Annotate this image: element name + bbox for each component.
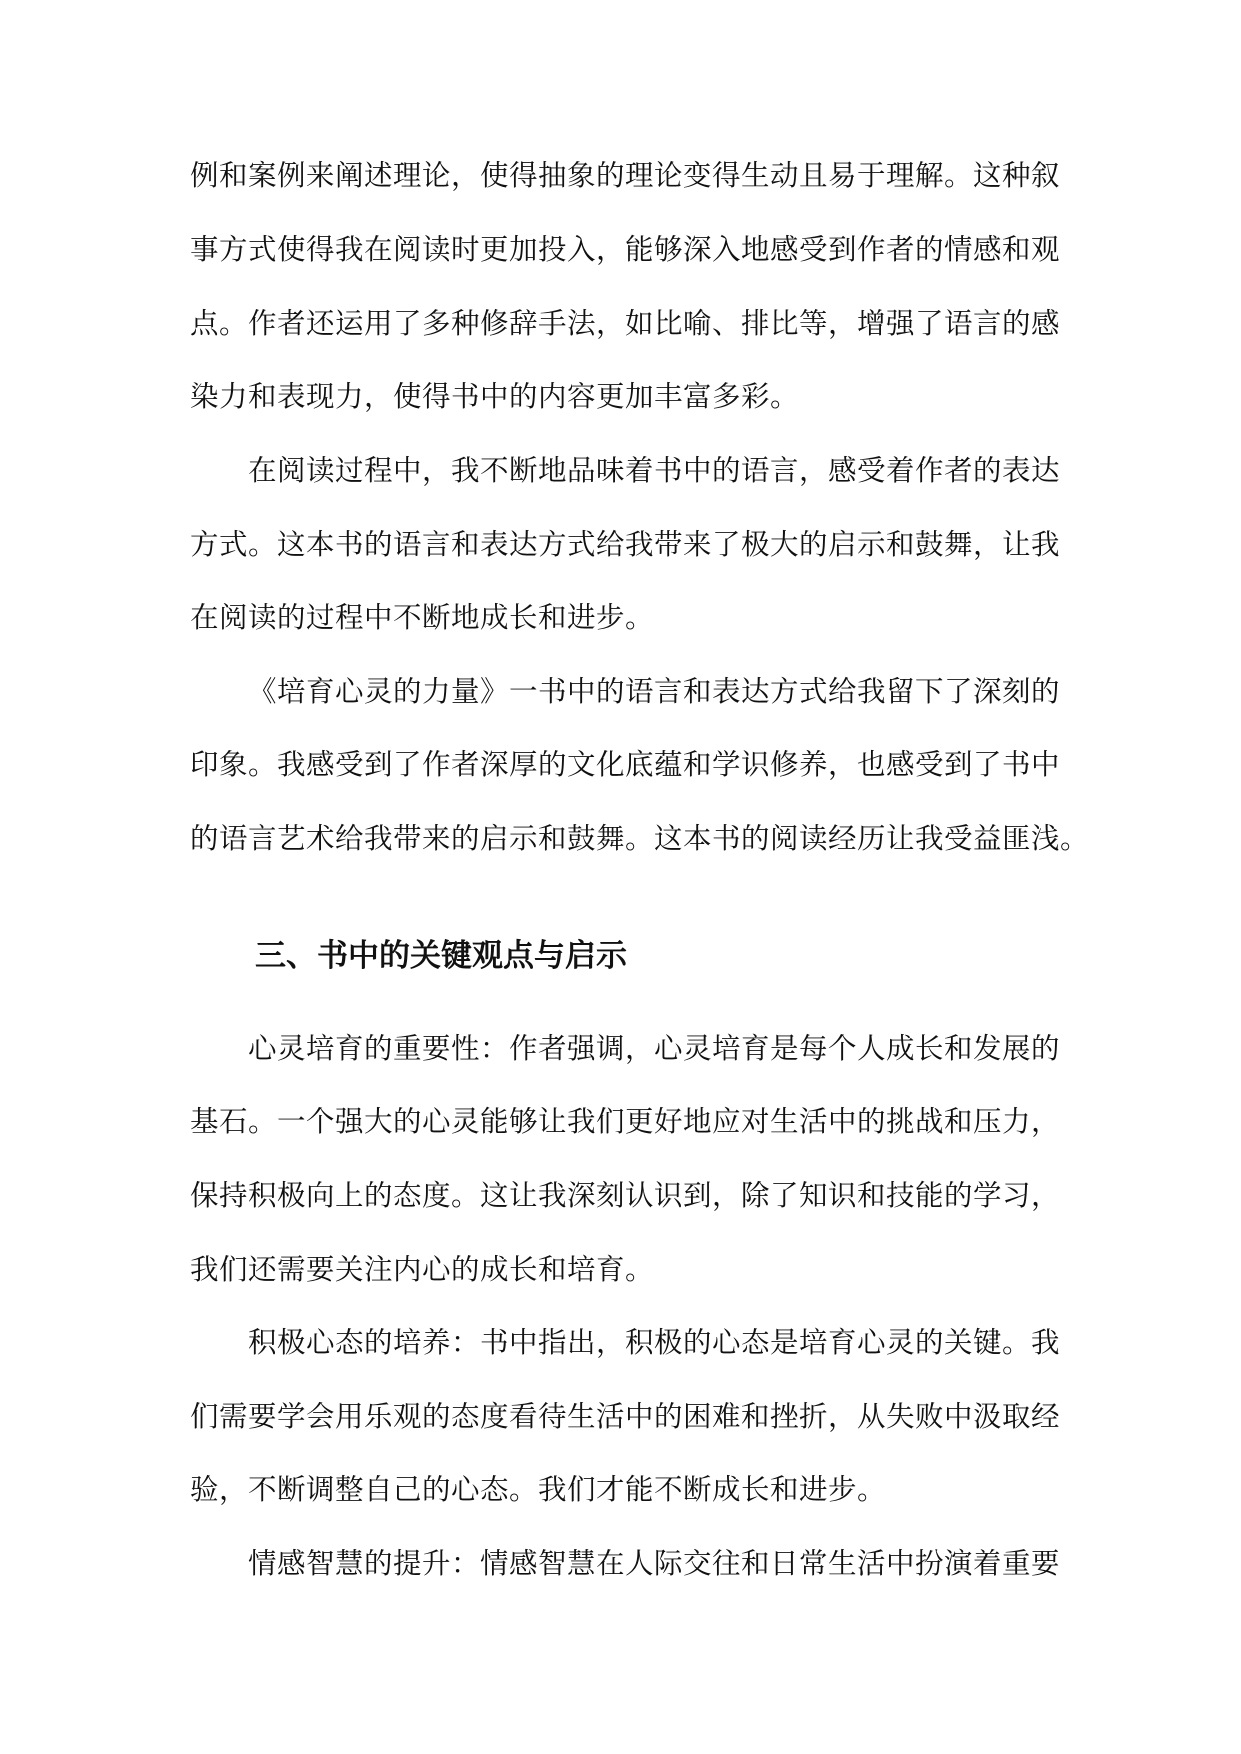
paragraph-line: 在阅读过程中，我不断地品味着书中的语言，感受着作者的表达: [248, 454, 1061, 487]
paragraph-line: 在阅读的过程中不断地成长和进步。: [190, 601, 655, 634]
paragraph-line: 们需要学会用乐观的态度看待生活中的困难和挫折，从失败中汲取经: [190, 1400, 1061, 1433]
paragraph-line: 验，不断调整自己的心态。我们才能不断成长和进步。: [190, 1473, 887, 1506]
paragraph-line: 染力和表现力，使得书中的内容更加丰富多彩。: [190, 380, 800, 413]
paragraph-line: 印象。我感受到了作者深厚的文化底蕴和学识修养，也感受到了书中: [190, 748, 1061, 781]
paragraph-line: 事方式使得我在阅读时更加投入，能够深入地感受到作者的情感和观: [190, 233, 1061, 266]
paragraph-line: 点。作者还运用了多种修辞手法，如比喻、排比等，增强了语言的感: [190, 307, 1061, 340]
paragraph-line: 心灵培育的重要性：作者强调，心灵培育是每个人成长和发展的: [248, 1032, 1061, 1065]
paragraph-line: 情感智慧的提升：情感智慧在人际交往和日常生活中扮演着重要: [248, 1547, 1061, 1580]
paragraph-line: 的语言艺术给我带来的启示和鼓舞。这本书的阅读经历让我受益匪浅。: [190, 822, 1090, 855]
paragraph-line: 我们还需要关注内心的成长和培育。: [190, 1253, 655, 1286]
section-heading: 三、书中的关键观点与启示: [255, 938, 627, 974]
paragraph-line: 《培育心灵的力量》一书中的语言和表达方式给我留下了深刻的: [248, 675, 1061, 708]
paragraph-line: 基石。一个强大的心灵能够让我们更好地应对生活中的挑战和压力，: [190, 1105, 1061, 1138]
paragraph-line: 方式。这本书的语言和表达方式给我带来了极大的启示和鼓舞，让我: [190, 528, 1061, 561]
paragraph-line: 保持积极向上的态度。这让我深刻认识到，除了知识和技能的学习，: [190, 1179, 1061, 1212]
paragraph-line: 例和案例来阐述理论，使得抽象的理论变得生动且易于理解。这种叙: [190, 159, 1061, 192]
paragraph-line: 积极心态的培养：书中指出，积极的心态是培育心灵的关键。我: [248, 1326, 1061, 1359]
